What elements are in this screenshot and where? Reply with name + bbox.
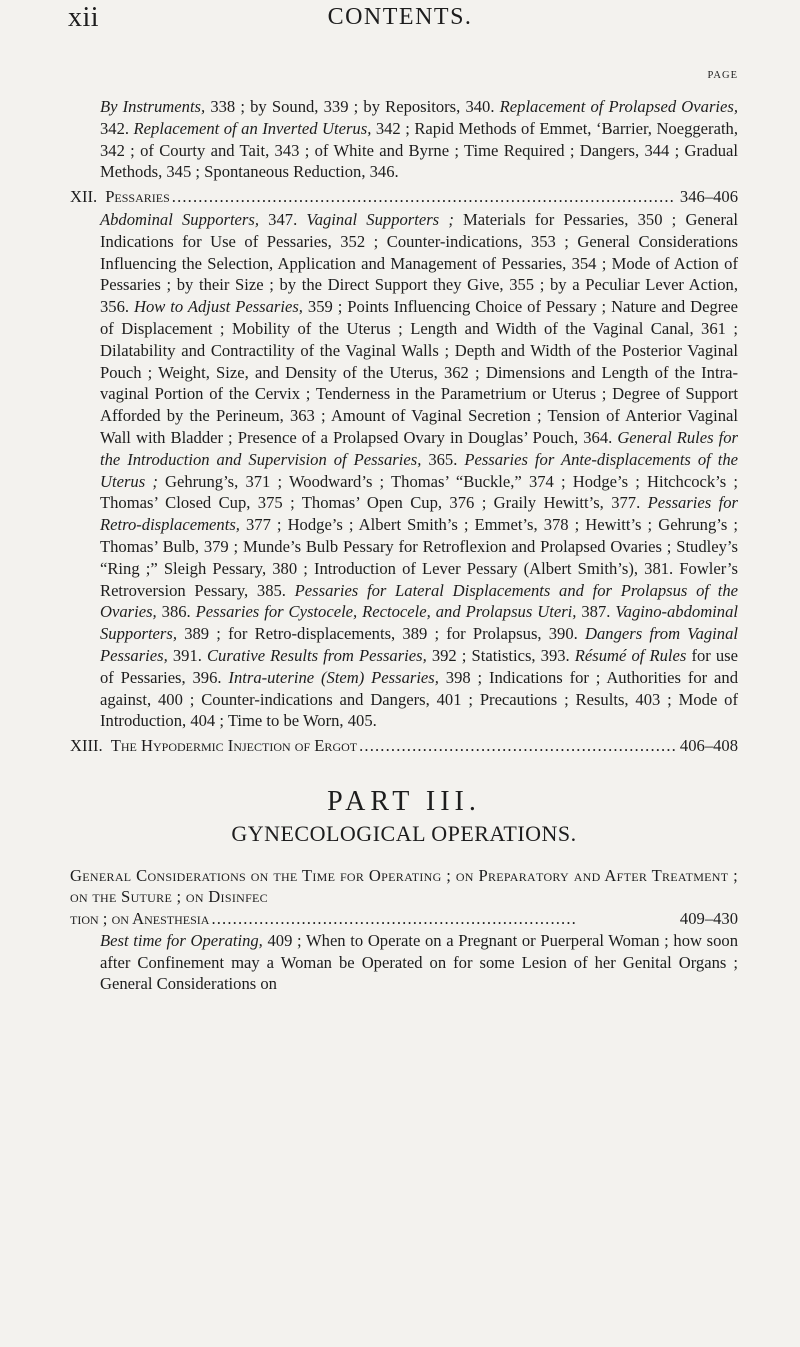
running-title: CONTENTS. <box>327 4 473 30</box>
entry-text: 359 ; Points Influencing Choice of Pessary ; Nature and Degree of Displacement ; Mobility of the Uterus ; Length and Width of the Vaginal Canal, 361 ; Dilatability and Contractility of the Vaginal Walls ; Depth and Width of the Posterior Vaginal Pouch ; Weight, Size, and Density of the Uterus, 362 ; Dimensions and Length of the Intra-vaginal Portion of the Cervix ; Tenderness in the Parametrium or Uterus ; Degree of Support Afforded by the Perineum, 363 ; Amount of Vaginal Secretion ; Tension of Anterior Vaginal Wall with Bladder ; Presence of a Prolapsed Ovary in Douglas’ Pouch, 364. <box>100 297 739 447</box>
entry-text: Gehrung’s, 371 ; Woodward’s ; Thomas’ “Buckle,” 374 ; Hodge’s ; Hitchcock’s ; Thomas’ Closed Cup, 375 ; Thomas’ Open Cup, 376 ; Graily Hewitt’s, 377. <box>100 471 738 513</box>
entry-text: 387. <box>576 602 616 622</box>
entry-text: Materials for Pessaries, 350 ; General Indications for Use of Pessaries, 352 ; Counter-indications, 353 ; General Considerations Influencing the Selection, Application and Management of Pessaries, 354 ; Mode of Action of Pessaries ; by their Size ; by the Direct Support they Give, 355 ; by a Peculiar Lever Action, 356. <box>100 209 738 317</box>
italic-topic: Curative Results from Pessaries, <box>206 645 427 665</box>
italic-topic: Dangers from Vaginal Pessaries, <box>100 624 738 665</box>
italic-topic: General Rules for the Introduction and Supervision of Pessaries, <box>100 427 738 469</box>
entry-text: 398 ; Indications for ; Authorities for and against, 400 ; Counter-indications and Dangers, 401 ; Precautions ; Results, 403 ; Mode of Introduction, 404 ; Time to be Worn, 405. <box>100 667 739 731</box>
italic-topic: Pessaries for Lateral Displacements and for Prolapsus of the Ovaries, <box>100 580 738 622</box>
part-heading: PART III. <box>327 785 481 817</box>
entry-text: 392 ; Statistics, 393. <box>426 645 575 665</box>
italic-topic: By Instruments, <box>100 97 206 116</box>
entry-text: 377 ; Hodge’s ; Albert Smith’s ; Emmet’s, 378 ; Hewitt’s ; Gehrung’s ; Thomas’ Bulb, 379 ; Munde’s Bulb Pessary for Retroflexion and Prolapsed Ovaries ; Studley’s “Ring ;” Sleigh Pessary, 380 ; Introduction of Lever Pessary (Albert Smith’s), 381. Fowler’s Retroversion Pessary, 385. <box>100 515 738 600</box>
italic-topic: Replacement of an Inverted Uterus, <box>133 118 372 138</box>
entry-text: 338 ; by Sound, 339 ; by Repositors, 340. <box>205 97 500 116</box>
continuation-entry <box>70 96 738 183</box>
dot-leaders <box>211 908 677 930</box>
section-number: XII. <box>70 187 98 207</box>
general-considerations-heading <box>70 865 738 909</box>
italic-topic: Pessaries for Ante-displacements of the Uterus ; <box>100 449 739 491</box>
italic-topic: Pessaries for Retro-displacements, <box>100 493 738 535</box>
entry-text: 365. <box>421 449 465 469</box>
contents-body <box>70 96 738 995</box>
italic-topic: How to Adjust Pessaries, <box>134 297 303 317</box>
running-head <box>0 0 800 50</box>
section-number: XIII. <box>70 736 103 756</box>
entry-text: 342 ; Rapid Methods of Emmet, ‘Barrier, Noeggerath, 342 ; of Courty and Tait, 343 ; of White and Byrne ; Time Required ; Dangers, 344 ; Gradual Methods, 345 ; Spontaneous Reduction, 346. <box>100 118 738 182</box>
section-xii-body <box>70 209 738 732</box>
part-subheading: GYNECOLOGICAL OPERATIONS. <box>231 820 577 846</box>
section-title: The Hypodermic Injection of Ergot <box>110 736 358 756</box>
italic-topic: Abdominal Supporters, <box>100 209 259 229</box>
page-column-label: PAGE <box>707 70 738 81</box>
general-heading-line1: General Considerations on the Time for Operating ; on Preparatory and After Treatment ; on the Suture ; on Disinfec <box>70 865 738 907</box>
italic-topic: Résumé of Rules <box>574 645 687 665</box>
italic-topic: Intra-uterine (Stem) Pessaries, <box>228 667 439 687</box>
section-xiii-heading <box>70 735 738 757</box>
entry-text: 386. <box>156 602 196 622</box>
section-xii-heading <box>70 186 738 208</box>
italic-topic: Replacement of Prolapsed Ovaries, <box>499 97 738 116</box>
italic-topic: Vaginal Supporters ; <box>306 209 454 229</box>
section-title: Pessaries <box>105 187 170 207</box>
entry-text: 347. <box>259 209 307 229</box>
general-heading-line2: tion ; on Anesthesia <box>70 909 210 929</box>
general-heading-line2-row <box>70 908 738 930</box>
page-range: 409–430 <box>679 909 738 929</box>
dot-leaders <box>359 735 678 757</box>
page-number: xii <box>68 2 100 33</box>
dot-leaders <box>172 186 678 208</box>
page-range: 406–408 <box>679 736 738 756</box>
entry-text: 391. <box>167 645 207 665</box>
entry-text: 409 ; When to Operate on a Pregnant or Puerperal Woman ; how soon after Confinement may a Woman be Operated on for some Lesion of her Genital Organs ; General Considerations on <box>100 930 738 994</box>
italic-topic: Vagino-abdominal Supporters, <box>100 602 738 644</box>
entry-text: for use of Pessaries, 396. <box>100 645 739 687</box>
italic-topic: Pessaries for Cystocele, Rectocele, and Prolapsus Uteri, <box>195 602 577 622</box>
italic-topic: Best time for Operating, <box>100 930 263 950</box>
page-range: 346–406 <box>679 187 738 207</box>
general-body <box>70 930 738 995</box>
entry-text: 342. <box>100 118 134 138</box>
entry-text: 389 ; for Retro-displacements, 389 ; for Prolapsus, 390. <box>176 624 585 644</box>
